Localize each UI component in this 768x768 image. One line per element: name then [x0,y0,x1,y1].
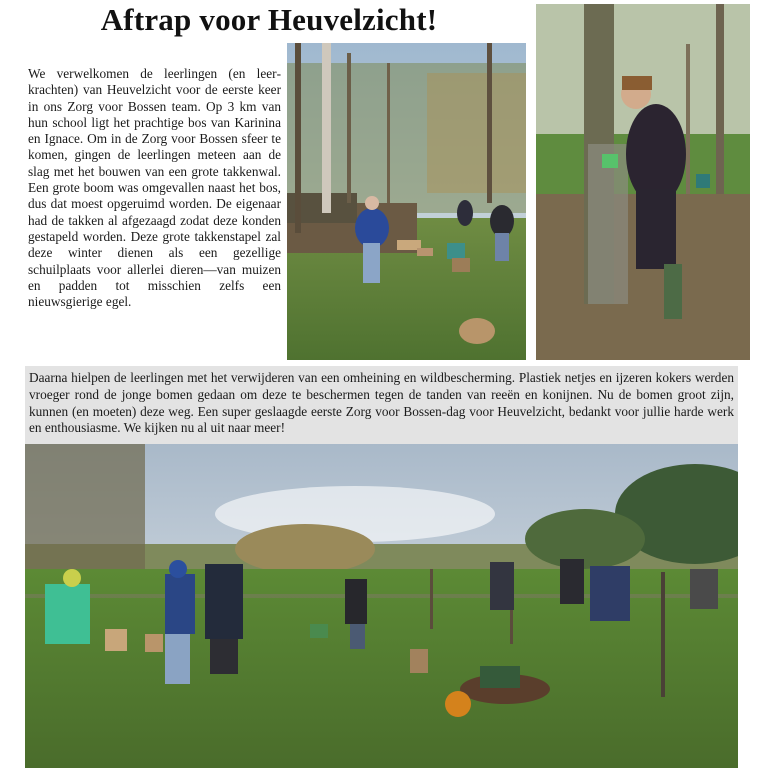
followup-paragraph: Daarna hielpen de leerlingen met het verwijderen van een omheining en wildbescherming. Plastiek netjes en ijzeren kokers werden vroeger rond de jonge bomen gedaan om deze te beschermen tegen de tanden van reeën en konijnen. Nu de bomen groot zijn, kunnen (en moeten) deze weg. Een super geslaagde eerste Zorg voor Bossen-dag voor Heuvelzicht, bedankt voor jullie harde werk en enthousiasme. We kijken nu al uit naar meer! [29,370,734,436]
photo-tree-guard [536,4,750,360]
article-title: Aftrap voor Heuvelzicht! [100,2,438,37]
photo-branch-pile [287,43,526,360]
photo-group-field [25,444,738,768]
intro-paragraph: We verwelkomen de leerlingen (en leerkrachten) van Heuvelzicht voor de eerste keer in ons Zorg voor Bossen team. Op 3 km van hun school ligt het prachtige bos van Karinina en Ignace. Om in de Zorg voor Bossen sfeer te komen, gingen de leerlingen meteen aan de slag met het bouwen van een grote takkenwal. Een grote boom was omgevallen naast het bos, dus dat moest opgeruimd worden. De eigenaar had de takken al afgezaagd zodat deze konden gestapeld worden. Deze grote takkenstapel zal deze winter dienen als een gezellige schuilplaats voor allerlei dieren—van muizen en padden tot misschien zelfs een nieuwsgierige egel. [28,66,281,310]
followup-text-band [25,366,738,444]
